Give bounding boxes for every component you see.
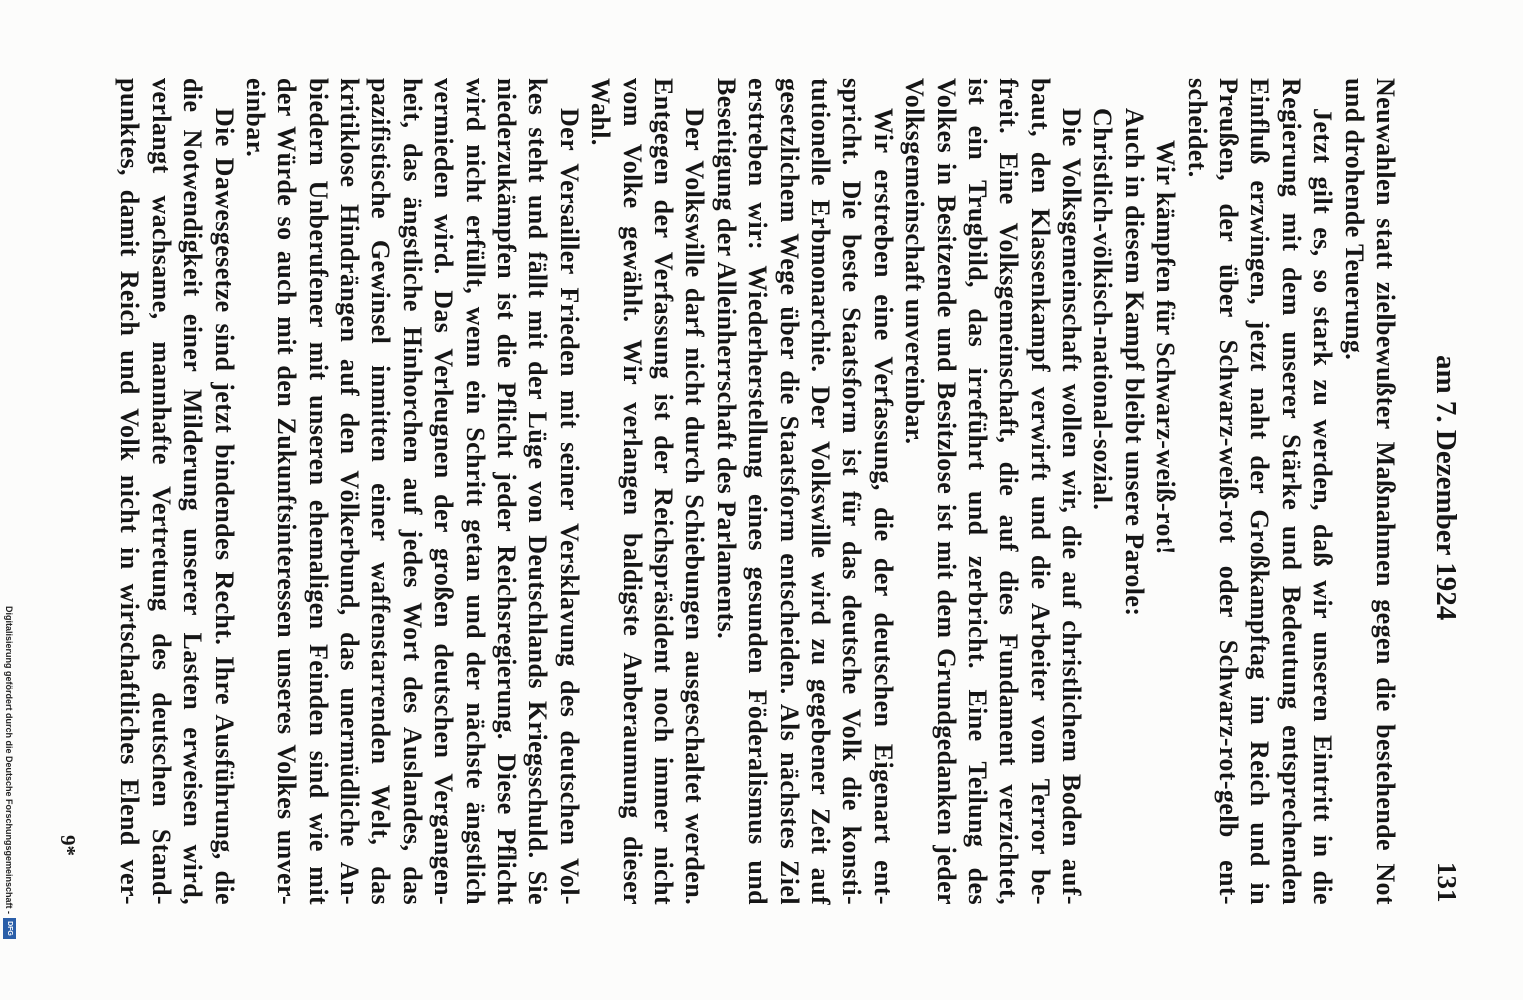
text-line: Volkes in Besitzende und Besitzlose ist mit dem Grundgedanken jeder bbox=[931, 78, 961, 905]
text-line: wird nicht erfüllt, wenn ein Schritt getan und der nächste ängstlich bbox=[460, 78, 490, 905]
signature-mark: 9* bbox=[56, 835, 80, 856]
text-line: Der Versailler Frieden mit seiner Versklavung des deutschen Vol- bbox=[554, 108, 584, 905]
text-line: Preußen, der über Schwarz-weiß-rot oder Schwarz-rot-gelb ent- bbox=[1214, 78, 1244, 905]
text-line: der Würde so auch mit den Zukunftsinteressen unseres Volkes unver- bbox=[272, 78, 302, 905]
text-line: verlangt wachsame, mannhafte Vertretung des deutschen Stand- bbox=[146, 78, 176, 905]
text-line: gesetzlichem Wege über die Staatsform entscheiden. Als nächstes Ziel bbox=[774, 78, 804, 905]
paragraph bbox=[585, 78, 711, 905]
text-line: punktes, damit Reich und Volk nicht in wirtschaftliches Elend ver- bbox=[115, 78, 145, 905]
paragraph bbox=[1118, 78, 1149, 905]
paragraph bbox=[899, 78, 1087, 905]
text-line: kes steht und fällt mit der Lüge von Deutschlands Kriegsschuld. Sie bbox=[523, 78, 553, 905]
text-line: heit, das ängstliche Hinhorchen auf jedes Wort des Auslandes, das bbox=[397, 78, 427, 905]
text-line: erstreben wir: Wiederherstellung eines gesunden Föderalismus und bbox=[743, 78, 773, 905]
funding-note: Digitalisierung gefördert durch die Deutsche Forschungsgemeinschaft - bbox=[4, 606, 15, 915]
paragraph bbox=[710, 78, 898, 905]
body-text bbox=[114, 78, 1401, 905]
text-line: kritiklose Hindrängen auf den Völkerbund, das unermüdliche An- bbox=[335, 78, 365, 905]
text-line: Regierung mit dem unserer Stärke und Bedeutung entsprechenden bbox=[1276, 78, 1306, 905]
text-line: Wir erstreben eine Verfassung, die der deutschen Eigenart ent- bbox=[868, 108, 898, 905]
text-line: die Notwendigkeit einer Milderung unserer Lasten erweisen wird, bbox=[178, 78, 208, 905]
text-line: spricht. Die beste Staatsform ist für das deutsche Volk die konsti- bbox=[837, 78, 867, 905]
text-line: pazifistische Gewinsel inmitten einer waffenstarrenden Welt, das bbox=[366, 78, 396, 905]
page-number: 131 bbox=[1432, 862, 1462, 903]
text-line: Die Dawesgesetze sind jetzt bindendes Recht. Ihre Ausführung, die bbox=[209, 108, 239, 905]
text-line: vermieden wird. Das Verleugnen der großen deutschen Vergangen- bbox=[429, 78, 459, 905]
text-line: Beseitigung der Alleinherrschaft des Parlaments. bbox=[711, 78, 741, 640]
paragraph bbox=[1181, 78, 1338, 905]
text-line: biedern Unberufener mit unseren ehemaligen Feinden sind wie mit bbox=[303, 78, 333, 905]
text-line: Jetzt gilt es, so stark zu werden, daß wir unseren Eintritt in die bbox=[1308, 108, 1338, 905]
text-line: baut, den Klassenkampf verwirft und die Arbeiter vom Terror be- bbox=[1025, 78, 1055, 905]
digitization-credit bbox=[3, 606, 16, 939]
text-line: Christlich-völkisch-national-sozial. bbox=[1088, 108, 1118, 511]
text-line: Neuwahlen statt zielbewußter Maßnahmen gegen die bestehende Not bbox=[1371, 78, 1400, 905]
text-line: Auch in diesem Kampf bleibt unsere Parole: bbox=[1119, 108, 1149, 617]
text-line: Wir kämpfen für Schwarz-weiß-rot! bbox=[1151, 140, 1181, 555]
text-line: Volksgemeinschaft unvereinbar. bbox=[900, 78, 930, 445]
text-line: niederzukämpfen ist die Pflicht jeder Reichsregierung. Diese Pflicht bbox=[492, 78, 522, 905]
text-line: scheidet. bbox=[1182, 78, 1212, 178]
text-line: vom Volke gewählt. Wir verlangen baldigste Anberaumung dieser bbox=[617, 78, 647, 905]
text-line: tutionelle Erbmonarchie. Der Volkswille wird zu gegebener Zeit auf bbox=[805, 78, 835, 905]
text-line: freit. Eine Volksgemeinschaft, die auf dies Fundament verzichtet, bbox=[994, 78, 1024, 905]
dfg-logo-icon: DFG bbox=[3, 918, 16, 939]
paragraph bbox=[114, 78, 240, 905]
text-line: ist ein Trugbild, das irreführt und zerbricht. Eine Teilung des bbox=[962, 78, 992, 905]
text-line: einbar. bbox=[240, 78, 270, 158]
text-line: Entgegen der Verfassung ist der Reichspräsident noch immer nicht bbox=[649, 78, 679, 905]
paragraph bbox=[1338, 78, 1401, 905]
text-line: Einfluß erzwingen, jetzt naht der Großkampftag im Reich und in bbox=[1245, 78, 1275, 905]
text-line: Die Volksgemeinschaft wollen wir, die auf christlichem Boden auf- bbox=[1057, 108, 1087, 905]
paragraph bbox=[1087, 78, 1118, 905]
paragraph bbox=[1150, 78, 1181, 905]
text-line: und drohende Teuerung. bbox=[1339, 78, 1369, 361]
text-line: Wahl. bbox=[586, 78, 616, 146]
paragraph bbox=[240, 78, 585, 905]
text-line: Der Volkswille darf nicht durch Schiebungen ausgeschaltet werden. bbox=[680, 108, 710, 905]
running-head: am 7. Dezember 1924 bbox=[1430, 355, 1462, 621]
